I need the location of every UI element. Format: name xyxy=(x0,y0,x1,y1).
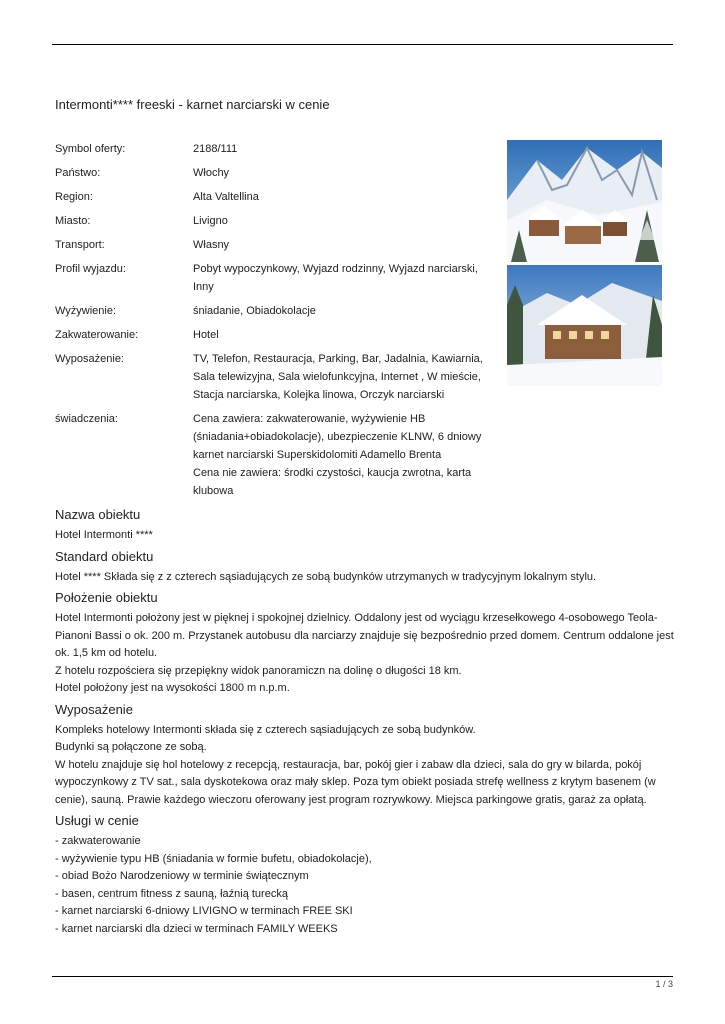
page-title: Intermonti**** freeski - karnet narciarski w cenie xyxy=(55,97,330,112)
spec-row-trip-profile xyxy=(55,260,495,296)
spec-label: Region: xyxy=(55,191,93,203)
hotel-photo-chalet xyxy=(507,265,662,386)
list-item: - zakwaterowanie xyxy=(55,835,141,847)
bottom-rule xyxy=(52,976,673,977)
list-item: - karnet narciarski 6-dniowy LIVIGNO w terminach FREE SKI xyxy=(55,905,353,917)
section-body-location xyxy=(55,610,675,698)
spec-row-transport xyxy=(55,236,495,254)
spec-label: Wyposażenie: xyxy=(55,353,124,365)
spec-label: Transport: xyxy=(55,239,105,251)
spec-label: Profil wyjazdu: xyxy=(55,263,126,275)
section-line: W hotelu znajduje się hol hotelowy z recepcją, restauracja, bar, pokój gier i zabaw dla dzieci, sala do gry w bilarda, pokój wypoczynkowy z TV sat., sala dyskotekowa oraz mały sklep. Poza tym obiekt posiada strefę wellness z krytym basenem (w cenie), sauną. Prawie każdego wieczoru oferowany jest program rozrywkowy. Miejsca parkingowe gratis, garaż za opłatą. xyxy=(55,758,656,806)
spec-value: 2188/111 xyxy=(193,143,238,155)
spec-row-accommodation xyxy=(55,326,495,344)
section-line: Hotel **** Składa się z z czterech sąsiadujących ze sobą budynków utrzymanych w tradycyjnym lokalnym stylu. xyxy=(55,570,597,583)
spec-value: Własny xyxy=(193,239,230,251)
section-line: Hotel Intermonti **** xyxy=(55,529,153,541)
section-line: Budynki są połączone ze sobą. xyxy=(55,741,207,753)
list-item: - wyżywienie typu HB (śniadania w formie bufetu, obiadokolacje), xyxy=(55,852,372,865)
spec-row-amenities xyxy=(55,350,495,404)
section-line: Hotel położony jest na wysokości 1800 m n.p.m. xyxy=(55,682,290,694)
list-item: - obiad Bożo Narodzeniowy w terminie świątecznym xyxy=(55,870,309,882)
spec-row-region xyxy=(55,188,495,206)
spec-row-country xyxy=(55,164,495,182)
spec-label: Państwo: xyxy=(55,167,101,179)
spec-label: Zakwaterowanie: xyxy=(55,329,139,341)
top-rule xyxy=(52,44,673,45)
hotel-photo-winter xyxy=(507,140,662,262)
spec-row-board xyxy=(55,302,495,320)
list-item: - karnet narciarski dla dzieci w terminach FAMILY WEEKS xyxy=(55,922,338,935)
spec-row-services xyxy=(55,410,495,500)
section-body-property-name xyxy=(55,527,675,545)
section-heading-facilities: Wyposażenie xyxy=(55,701,133,717)
section-heading-standard: Standard obiektu xyxy=(55,548,154,564)
spec-value: Hotel xyxy=(193,329,219,341)
spec-label: świadczenia: xyxy=(55,413,118,425)
section-body-standard xyxy=(55,569,675,587)
price-includes-text: Cena zawiera: zakwaterowanie, wyżywienie HB (śniadania+obiadokolacje), ubezpieczenie KLNW, 6 dniowy karnet narciarski Superskidolomiti Adamello Brenta xyxy=(193,413,482,461)
section-line: Kompleks hotelowy Intermonti składa się z czterech sąsiadujących ze sobą budynków. xyxy=(55,723,476,736)
page-number: 1 / 3 xyxy=(655,979,673,989)
description-sections xyxy=(55,506,675,941)
section-heading-property-name: Nazwa obiektu xyxy=(55,507,141,522)
price-excludes-text: Cena nie zawiera: środki czystości, kaucja zwrotna, karta klubowa xyxy=(193,467,472,497)
section-heading-included-services: Usługi w cenie xyxy=(55,813,139,828)
section-body-facilities xyxy=(55,722,675,810)
spec-label: Miasto: xyxy=(55,215,91,227)
section-line: Z hotelu rozpościera się przepiękny widok panoramiczn na dolinę o długości 18 km. xyxy=(55,664,462,677)
spec-label: Symbol oferty: xyxy=(55,143,126,155)
list-item: - basen, centrum fitness z sauną, łaźnią turecką xyxy=(55,887,288,900)
spec-value: TV, Telefon, Restauracja, Parking, Bar, Jadalnia, Kawiarnia, Sala telewizyjna, Sala wielofunkcyjna, Internet , W mieście, Stacja narciarska, Kolejka linowa, Orczyk narciarski xyxy=(193,353,483,401)
spec-value xyxy=(193,410,491,500)
offer-spec-table xyxy=(55,140,495,506)
section-body-included-services xyxy=(55,833,675,938)
spec-row-offer-symbol xyxy=(55,140,495,158)
spec-value: Livigno xyxy=(193,215,228,227)
spec-row-city xyxy=(55,212,495,230)
section-heading-location: Położenie obiektu xyxy=(55,590,158,605)
spec-value: śniadanie, Obiadokolacje xyxy=(193,305,316,317)
section-line: Hotel Intermonti położony jest w pięknej i spokojnej dzielnicy. Oddalony jest od wyciągu krzesełkowego 4-osobowego Teola-Pianoni Bassi o ok. 200 m. Przystanek autobusu dla narciarzy znajduje się bezpośrednio przed domem. Centrum oddalone jest ok. 1,5 km od hotelu. xyxy=(55,612,674,659)
spec-value: Pobyt wypoczynkowy, Wyjazd rodzinny, Wyjazd narciarski, Inny xyxy=(193,263,478,293)
spec-label: Wyżywienie: xyxy=(55,305,117,317)
spec-value: Alta Valtellina xyxy=(193,191,259,203)
spec-value: Włochy xyxy=(193,167,230,179)
